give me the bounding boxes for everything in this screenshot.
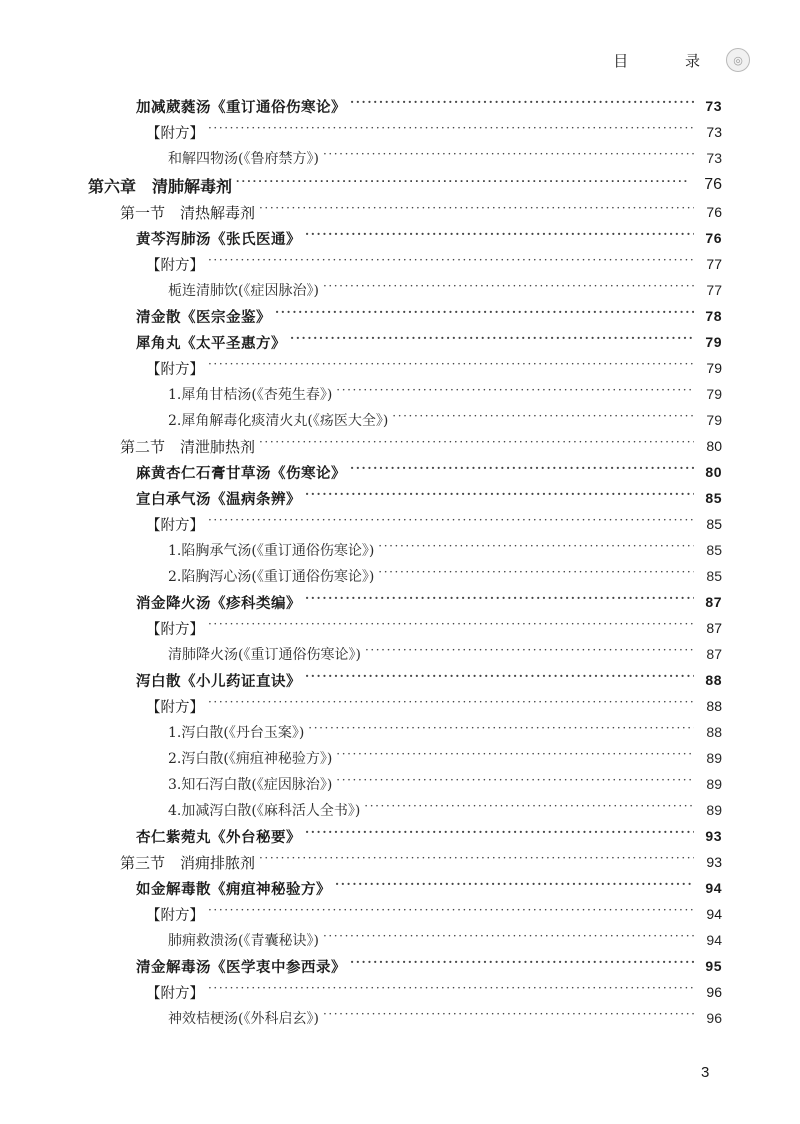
toc-entry-label: 【附方】: [146, 985, 204, 1002]
dot-leader: [259, 855, 694, 869]
dot-leader: [208, 125, 694, 139]
toc-entry[interactable]: [88, 667, 722, 693]
dot-leader: [236, 178, 690, 192]
toc-entry[interactable]: [88, 849, 722, 875]
toc-entry-page: 73: [706, 150, 722, 166]
toc-entry-label: 神效桔梗汤(《外科启玄》): [168, 1011, 319, 1027]
toc-entry[interactable]: [88, 1005, 722, 1031]
dot-leader: [350, 465, 694, 479]
seal-icon: ◎: [726, 48, 750, 72]
toc-entry[interactable]: [88, 589, 722, 615]
toc-entry-page: 78: [705, 308, 722, 324]
toc-entry-label: 2.泻白散(《痈疽神秘验方》): [168, 751, 333, 767]
dot-leader: [323, 283, 694, 297]
toc-entry[interactable]: [88, 563, 722, 589]
table-of-contents: [88, 93, 722, 1031]
page-number: 3: [701, 1064, 710, 1081]
toc-entry-label: 泻白散《小儿药证直诀》: [136, 672, 301, 690]
toc-entry-label: 第二节 清泄肺热剂: [120, 437, 256, 456]
toc-entry[interactable]: [88, 771, 722, 797]
toc-entry-label: 和解四物汤(《鲁府禁方》): [168, 151, 319, 167]
toc-entry-label: 杏仁紫菀丸《外台秘要》: [136, 828, 301, 846]
toc-entry-page: 85: [705, 490, 722, 506]
toc-entry-page: 88: [705, 672, 722, 688]
toc-entry[interactable]: [88, 355, 722, 381]
dot-leader: [290, 335, 694, 349]
toc-entry[interactable]: [88, 615, 722, 641]
toc-entry[interactable]: [88, 119, 722, 145]
dot-leader: [336, 751, 694, 765]
toc-entry-label: 麻黄杏仁石膏甘草汤《伤寒论》: [136, 464, 346, 482]
toc-entry[interactable]: [88, 953, 722, 979]
toc-entry-page: 94: [706, 932, 722, 948]
toc-entry-label: 清金散《医宗金鉴》: [136, 308, 271, 326]
dot-leader: [305, 595, 694, 609]
toc-entry-page: 85: [706, 516, 722, 532]
dot-leader: [378, 569, 694, 583]
toc-entry[interactable]: [88, 901, 722, 927]
toc-entry[interactable]: [88, 537, 722, 563]
toc-entry-page: 87: [706, 620, 722, 636]
dot-leader: [323, 151, 694, 165]
toc-entry[interactable]: [88, 641, 722, 667]
toc-entry[interactable]: [88, 329, 722, 355]
toc-entry-page: 87: [705, 594, 722, 610]
dot-leader: [350, 959, 694, 973]
toc-entry-label: 【附方】: [146, 125, 204, 142]
toc-entry-page: 89: [706, 776, 722, 792]
toc-entry[interactable]: [88, 93, 722, 119]
toc-entry-page: 80: [706, 438, 722, 454]
toc-entry-label: 2.犀角解毒化痰清火丸(《疡医大全》): [168, 413, 389, 429]
dot-leader: [392, 413, 694, 427]
toc-entry-label: 清金解毒汤《医学衷中参西录》: [136, 958, 346, 976]
dot-leader: [208, 985, 694, 999]
dot-leader: [305, 231, 694, 245]
toc-entry-label: 犀角丸《太平圣惠方》: [136, 334, 286, 352]
toc-entry-page: 88: [706, 724, 722, 740]
toc-entry-label: 栀连清肺饮(《症因脉治》): [168, 283, 319, 299]
toc-entry[interactable]: [88, 171, 722, 199]
toc-entry-label: 如金解毒散《痈疽神秘验方》: [136, 880, 331, 898]
toc-entry[interactable]: [88, 199, 722, 225]
toc-entry-label: 4.加减泻白散(《麻科活人全书》): [168, 803, 361, 819]
toc-entry-label: 1.陷胸承气汤(《重订通俗伤寒论》): [168, 543, 375, 559]
dot-leader: [305, 673, 694, 687]
toc-entry-page: 79: [706, 360, 722, 376]
toc-entry[interactable]: [88, 407, 722, 433]
toc-entry[interactable]: [88, 459, 722, 485]
dot-leader: [350, 99, 694, 113]
toc-entry[interactable]: [88, 823, 722, 849]
toc-entry-page: 95: [705, 958, 722, 974]
toc-entry-label: 【附方】: [146, 517, 204, 534]
running-header: [613, 48, 750, 72]
dot-leader: [208, 621, 694, 635]
toc-entry[interactable]: [88, 145, 722, 171]
toc-entry-label: 【附方】: [146, 621, 204, 638]
toc-entry-page: 89: [706, 750, 722, 766]
toc-entry[interactable]: [88, 745, 722, 771]
dot-leader: [208, 517, 694, 531]
toc-entry-page: 96: [706, 1010, 722, 1026]
toc-entry-page: 94: [706, 906, 722, 922]
toc-entry[interactable]: [88, 927, 722, 953]
toc-entry-label: 肺痈救溃汤(《青囊秘诀》): [168, 933, 319, 949]
dot-leader: [305, 829, 694, 843]
toc-entry[interactable]: [88, 433, 722, 459]
toc-entry[interactable]: [88, 251, 722, 277]
toc-entry[interactable]: [88, 303, 722, 329]
toc-entry-label: 第一节 清热解毒剂: [120, 203, 256, 222]
dot-leader: [365, 647, 694, 661]
toc-entry-label: 2.陷胸泻心汤(《重订通俗伤寒论》): [168, 569, 375, 585]
toc-entry-label: 宣白承气汤《温病条辨》: [136, 490, 301, 508]
toc-entry-page: 76: [706, 204, 722, 220]
toc-entry-page: 76: [704, 176, 722, 193]
toc-entry-page: 80: [705, 464, 722, 480]
toc-entry-page: 85: [706, 568, 722, 584]
toc-entry-label: 第六章 清肺解毒剂: [88, 178, 233, 196]
dot-leader: [208, 257, 694, 271]
toc-entry-page: 79: [705, 334, 722, 350]
toc-entry-page: 93: [706, 854, 722, 870]
dot-leader: [335, 881, 694, 895]
toc-entry[interactable]: [88, 485, 722, 511]
dot-leader: [323, 933, 694, 947]
toc-entry-page: 73: [706, 124, 722, 140]
toc-entry-page: 94: [705, 880, 722, 896]
toc-entry-page: 96: [706, 984, 722, 1000]
toc-entry-page: 87: [706, 646, 722, 662]
toc-entry[interactable]: [88, 797, 722, 823]
toc-entry[interactable]: [88, 719, 722, 745]
toc-entry-page: 88: [706, 698, 722, 714]
dot-leader: [364, 803, 694, 817]
toc-entry-label: 【附方】: [146, 361, 204, 378]
dot-leader: [259, 205, 694, 219]
toc-entry-label: 3.知石泻白散(《症因脉治》): [168, 777, 333, 793]
toc-entry-label: 清肺降火汤(《重订通俗伤寒论》): [168, 647, 361, 663]
toc-entry-page: 79: [706, 412, 722, 428]
toc-entry-page: 76: [705, 230, 722, 246]
toc-entry-label: 【附方】: [146, 699, 204, 716]
toc-entry[interactable]: [88, 693, 722, 719]
toc-entry-page: 89: [706, 802, 722, 818]
toc-entry-label: 第三节 消痈排脓剂: [120, 853, 256, 872]
toc-entry[interactable]: [88, 511, 722, 537]
toc-entry[interactable]: [88, 225, 722, 251]
toc-entry-label: 【附方】: [146, 907, 204, 924]
dot-leader: [378, 543, 694, 557]
dot-leader: [323, 1011, 694, 1025]
toc-entry-label: 1.泻白散(《丹台玉案》): [168, 725, 305, 741]
toc-entry-page: 93: [705, 828, 722, 844]
toc-entry-label: 加减葳蕤汤《重订通俗伤寒论》: [136, 98, 346, 116]
toc-entry-label: 【附方】: [146, 257, 204, 274]
dot-leader: [259, 439, 694, 453]
dot-leader: [208, 699, 694, 713]
toc-entry-page: 73: [705, 98, 722, 114]
toc-entry-label: 1.犀角甘桔汤(《杏苑生春》): [168, 387, 333, 403]
toc-entry[interactable]: [88, 979, 722, 1005]
toc-entry[interactable]: [88, 277, 722, 303]
dot-leader: [305, 491, 694, 505]
dot-leader: [336, 777, 694, 791]
toc-entry-page: 85: [706, 542, 722, 558]
dot-leader: [275, 309, 694, 323]
toc-entry[interactable]: [88, 875, 722, 901]
running-header-title: 目 录: [613, 51, 726, 70]
toc-entry-label: 消金降火汤《疹科类编》: [136, 594, 301, 612]
toc-entry-label: 黄芩泻肺汤《张氏医通》: [136, 230, 301, 248]
dot-leader: [336, 387, 694, 401]
dot-leader: [208, 361, 694, 375]
toc-entry[interactable]: [88, 381, 722, 407]
dot-leader: [308, 725, 694, 739]
dot-leader: [208, 907, 694, 921]
toc-entry-page: 79: [706, 386, 722, 402]
toc-entry-page: 77: [706, 282, 722, 298]
toc-entry-page: 77: [706, 256, 722, 272]
